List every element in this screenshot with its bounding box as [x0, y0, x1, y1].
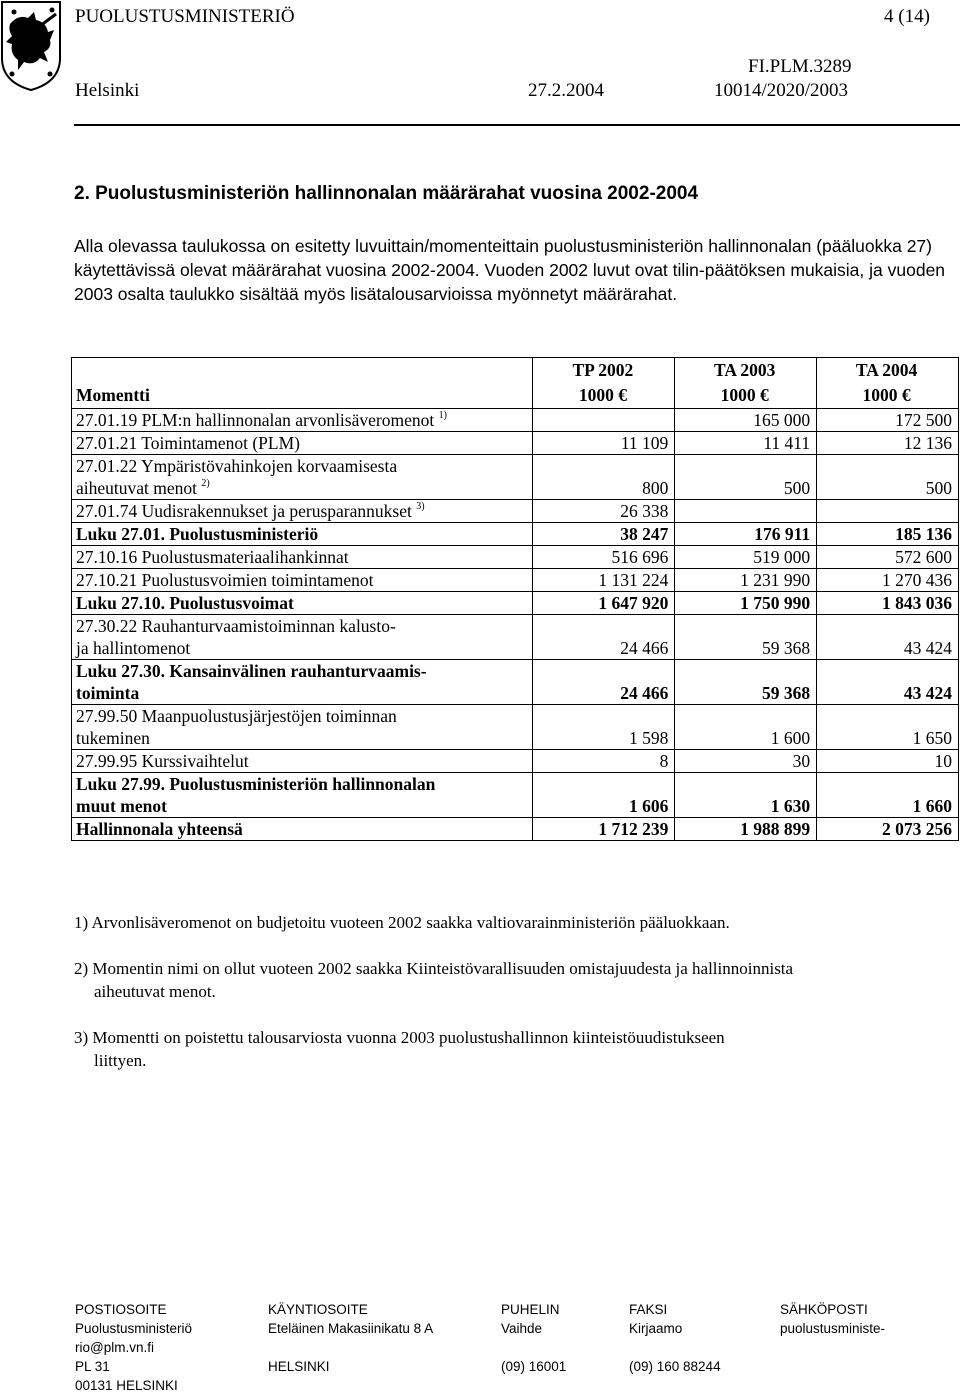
- header-city: Helsinki: [75, 80, 140, 101]
- momentti-cell: 27.99.95 Kurssivaihtelut: [72, 750, 533, 773]
- header-reference: 10014/2020/2003: [714, 80, 849, 101]
- value-cell: 1 750 990: [675, 592, 817, 615]
- value-cell: 1 606: [533, 773, 675, 818]
- value-cell: 176 911: [675, 523, 817, 546]
- header-ta2003: TA 2003 1000 €: [675, 358, 817, 409]
- table-row: [72, 592, 959, 615]
- footnote-3: 3) Momentti on poistettu talousarviosta vuonna 2003 puolustushallinnon kiinteistöuudistukseen liittyen.: [74, 1028, 725, 1070]
- header-divider: [74, 124, 960, 126]
- header-momentti: Momentti: [72, 358, 533, 409]
- value-cell: 26 338: [533, 500, 675, 523]
- value-cell: 519 000: [675, 546, 817, 569]
- momentti-cell: 27.01.21 Toimintamenot (PLM): [72, 432, 533, 455]
- value-cell: 1 231 990: [675, 569, 817, 592]
- value-cell: 30: [675, 750, 817, 773]
- value-cell: 59 368: [675, 660, 817, 705]
- ministry-name: PUOLUSTUSMINISTERIÖ: [75, 6, 295, 27]
- value-cell: 59 368: [675, 615, 817, 660]
- footer-faksi: FAKSI Kirjaamo (09) 160 88244: [629, 1302, 721, 1374]
- value-cell: 172 500: [817, 409, 959, 432]
- momentti-cell: Hallinnonala yhteensä: [72, 818, 533, 841]
- table-row: [72, 523, 959, 546]
- header-date: 27.2.2004: [528, 80, 604, 101]
- table-header-row: [72, 358, 959, 409]
- budget-table: [71, 357, 959, 841]
- value-cell: 1 647 920: [533, 592, 675, 615]
- momentti-cell: 27.01.22 Ympäristövahinkojen korvaamisesta aiheutuvat menot $^{2)}$: [72, 455, 533, 500]
- value-cell: [817, 500, 959, 523]
- table-row: [72, 773, 959, 818]
- momentti-cell: 27.10.21 Puolustusvoimien toimintamenot: [72, 569, 533, 592]
- page-number: 4 (14): [884, 6, 930, 27]
- value-cell: [533, 409, 675, 432]
- momentti-cell: 27.01.74 Uudisrakennukset ja perusparannukset $^{3)}$: [72, 500, 533, 523]
- value-cell: 11 411: [675, 432, 817, 455]
- intro-paragraph: [74, 234, 954, 306]
- footnote-1: 1) Arvonlisäveromenot on budjetoitu vuoteen 2002 saakka valtiovarainministeriön pääluokkaan.: [74, 913, 730, 932]
- value-cell: 12 136: [817, 432, 959, 455]
- table-row: [72, 660, 959, 705]
- momentti-cell: Luku 27.01. Puolustusministeriö: [72, 523, 533, 546]
- value-cell: 500: [817, 455, 959, 500]
- value-cell: 1 600: [675, 705, 817, 750]
- table-row: [72, 705, 959, 750]
- value-cell: 1 988 899: [675, 818, 817, 841]
- table-row: [72, 455, 959, 500]
- value-cell: 185 136: [817, 523, 959, 546]
- value-cell: 165 000: [675, 409, 817, 432]
- header-ta2004: TA 2004 1000 €: [817, 358, 959, 409]
- footnote-2: 2) Momentin nimi on ollut vuoteen 2002 saakka Kiinteistövarallisuuden omistajuudesta ja hallinnoinnista aiheutuvat menot.: [74, 959, 794, 1001]
- value-cell: 1 843 036: [817, 592, 959, 615]
- value-cell: 10: [817, 750, 959, 773]
- value-cell: 516 696: [533, 546, 675, 569]
- value-cell: [675, 500, 817, 523]
- momentti-cell: 27.99.50 Maanpuolustusjärjestöjen toiminnan tukeminen: [72, 705, 533, 750]
- lion-coat-of-arms-icon: [0, 0, 62, 92]
- footer-sahkoposti: SÄHKÖPOSTI puolustusministe-: [780, 1302, 886, 1336]
- value-cell: 1 650: [817, 705, 959, 750]
- table-row: [72, 432, 959, 455]
- value-cell: 1 131 224: [533, 569, 675, 592]
- value-cell: 572 600: [817, 546, 959, 569]
- momentti-cell: Luku 27.30. Kansainvälinen rauhanturvaamis- toiminta: [72, 660, 533, 705]
- section-heading: 2. Puolustusministeriön hallinnonalan määrärahat vuosina 2002-2004: [74, 183, 699, 204]
- value-cell: 1 630: [675, 773, 817, 818]
- table-row: [72, 569, 959, 592]
- table-row: [72, 818, 959, 841]
- table-row: [72, 615, 959, 660]
- document-code: FI.PLM.3289: [748, 56, 852, 77]
- value-cell: 2 073 256: [817, 818, 959, 841]
- value-cell: 24 466: [533, 660, 675, 705]
- table-row: [72, 409, 959, 432]
- value-cell: 38 247: [533, 523, 675, 546]
- table-row: [72, 546, 959, 569]
- value-cell: 1 712 239: [533, 818, 675, 841]
- value-cell: 1 270 436: [817, 569, 959, 592]
- footer-email[interactable]: puolustusministe-: [780, 1321, 886, 1336]
- intro-text-2: Vuoden 2002 luvut ovat tilin-päätöksen mukaisia, ja vuoden 2003 osalta taulukko sisältää myös lisätalousarvioissa myönnetyt määrärahat.: [74, 260, 946, 304]
- value-cell: 800: [533, 455, 675, 500]
- value-cell: 8: [533, 750, 675, 773]
- intro-text-1: Alla olevassa taulukossa on esitetty luvuittain/momenteittain puolustusministeriön hallinnonalan (pääluokka 27) käytettävissä olevat määrärahat vuosina 2002-2004.: [74, 236, 932, 280]
- table-row: [72, 500, 959, 523]
- momentti-cell: 27.10.16 Puolustusmateriaalihankinnat: [72, 546, 533, 569]
- momentti-cell: Luku 27.10. Puolustusvoimat: [72, 592, 533, 615]
- momentti-cell: 27.01.19 PLM:n hallinnonalan arvonlisäveromenot $^{1)}$: [72, 409, 533, 432]
- value-cell: 1 598: [533, 705, 675, 750]
- value-cell: 24 466: [533, 615, 675, 660]
- value-cell: 43 424: [817, 660, 959, 705]
- value-cell: 1 660: [817, 773, 959, 818]
- header-tp2002: TP 2002 1000 €: [533, 358, 675, 409]
- value-cell: 43 424: [817, 615, 959, 660]
- table-row: [72, 750, 959, 773]
- footer-kayntiosoite: KÄYNTIOSOITE Eteläinen Makasiinikatu 8 A HELSINKI: [268, 1302, 434, 1374]
- momentti-cell: Luku 27.99. Puolustusministeriön hallinnonalan muut menot: [72, 773, 533, 818]
- momentti-cell: 27.30.22 Rauhanturvaamistoiminnan kalusto- ja hallintomenot: [72, 615, 533, 660]
- value-cell: 500: [675, 455, 817, 500]
- footer-postiosoite: POSTIOSOITE Puolustusministeriö rio@plm.vn.fi PL 31 00131 HELSINKI: [75, 1302, 193, 1393]
- footer-puhelin: PUHELIN Vaihde (09) 16001: [501, 1302, 567, 1374]
- value-cell: 11 109: [533, 432, 675, 455]
